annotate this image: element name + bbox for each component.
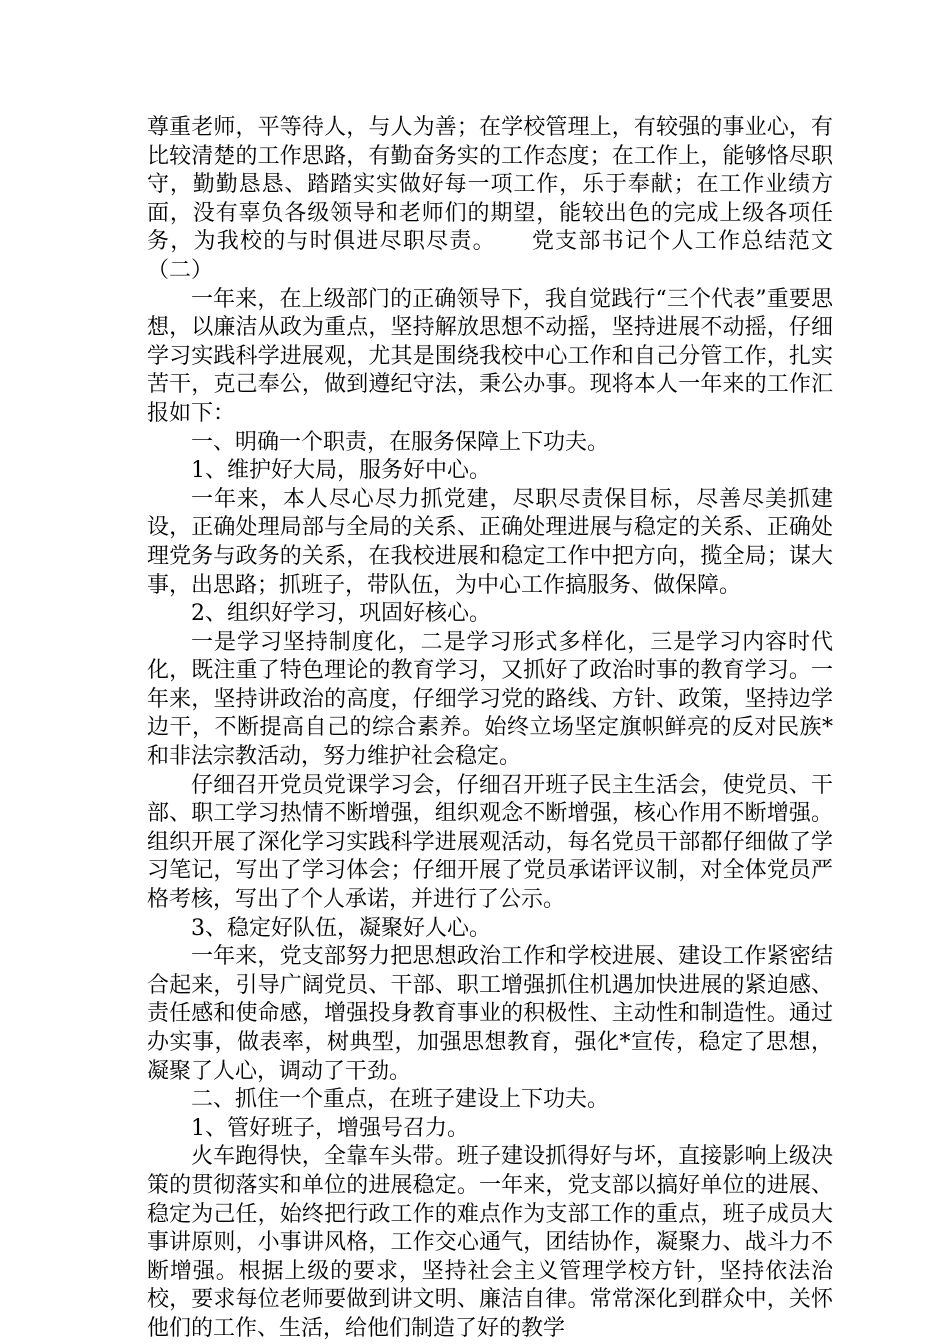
heading-level-2: 2、组织好学习，巩固好核心。 [191, 601, 491, 627]
paragraph: 一是学习坚持制度化，二是学习形式多样化，三是学习内容时代化，既注重了特色理论的教育学习，又抓好了政治时事的教育学习。一年来，坚持讲政治的高度，仔细学习党的路线、方针、政策，坚持边学边干，不断提高自己的综合素养。始终立场坚定旗帜鲜亮的反对民族*和非法宗教活动，努力维护社会稳定。 [147, 629, 833, 770]
opening-paragraph [147, 114, 833, 286]
paragraph: 仔细召开党员党课学习会，仔细召开班子民主生活会，使党员、干部、职工学习热情不断增强，组织观念不断增强，核心作用不断增强。组织开展了深化学习实践科学进展观活动，每名党员干部都仔细做了学习笔记，写出了学习体会；仔细开展了党员承诺评议制，对全体党员严格考核，写出了个人承诺，并进行了公示。 [147, 772, 833, 913]
heading-level-1: 一、明确一个职责，在服务保障上下功夫。 [191, 429, 610, 455]
heading-level-2: 1、维护好大局，服务好中心。 [191, 458, 491, 484]
paragraph: 火车跑得快，全靠车头带。班子建设抓得好与坏，直接影响上级决策的贯彻落实和单位的进展稳定。一年来，党支部以搞好单位的进展、稳定为己任，始终把行政工作的难点作为支部工作的重点，班子成员大事讲原则，小事讲风格，工作交心通气，团结协作，凝聚力、战斗力不断增强。根据上级的要求，坚持社会主义管理学校方针，坚持依法治校，要求每位老师要做到讲文明、廉洁自律。常常深化到群众中，关怀他们的工作、生活，给他们制造了好的教学 [147, 1144, 833, 1341]
paragraph: 一年来，在上级部门的正确领导下，我自觉践行“三个代表”重要思想，以廉洁从政为重点，坚持解放思想不动摇，坚持进展不动摇，仔细学习实践科学进展观，尤其是围绕我校中心工作和自己分管工作，扎实苦干，克己奉公，做到遵纪守法，秉公办事。现将本人一年来的工作汇报如下： [147, 286, 833, 426]
paragraph: 一年来，党支部努力把思想政治工作和学校进展、建设工作紧密结合起来，引导广阔党员、干部、职工增强抓住机遇加快进展的紧迫感、责任感和使命感，增强投身教育事业的积极性、主动性和制造性。通过办实事，做表率，树典型，加强思想教育，强化*宣传，稳定了思想，凝聚了人心，调动了干劲。 [147, 944, 833, 1084]
heading-level-2: 1、管好班子，增强号召力。 [191, 1115, 469, 1141]
heading-level-2: 3、稳定好队伍，凝聚好人心。 [191, 915, 491, 941]
opening-paragraph-text: 尊重老师，平等待人，与人为善；在学校管理上，有较强的事业心，有比较清楚的工作思路，有勤奋务实的工作态度；在工作上，能够恪尽职守，勤勤恳恳、踏踏实实做好每一项工作，乐于奉献；在工作业绩方面，没有辜负各级领导和老师们的期望，能较出色的完成上级各项任务，为我校的与时俱进尽职尽责。 [147, 115, 833, 255]
paragraph: 一年来，本人尽心尽力抓党建，尽职尽责保目标，尽善尽美抓建设，正确处理局部与全局的关系、正确处理进展与稳定的关系、正确处理党务与政务的关系，在我校进展和稳定工作中把方向，揽全局；谋大事，出思路；抓班子，带队伍，为中心工作搞服务、做保障。 [147, 486, 833, 598]
section-heading: 党支部书记个人工作总结范文（二） [147, 229, 833, 283]
heading-level-1: 二、抓住一个重点，在班子建设上下功夫。 [191, 1087, 610, 1113]
document-page [147, 114, 833, 1344]
